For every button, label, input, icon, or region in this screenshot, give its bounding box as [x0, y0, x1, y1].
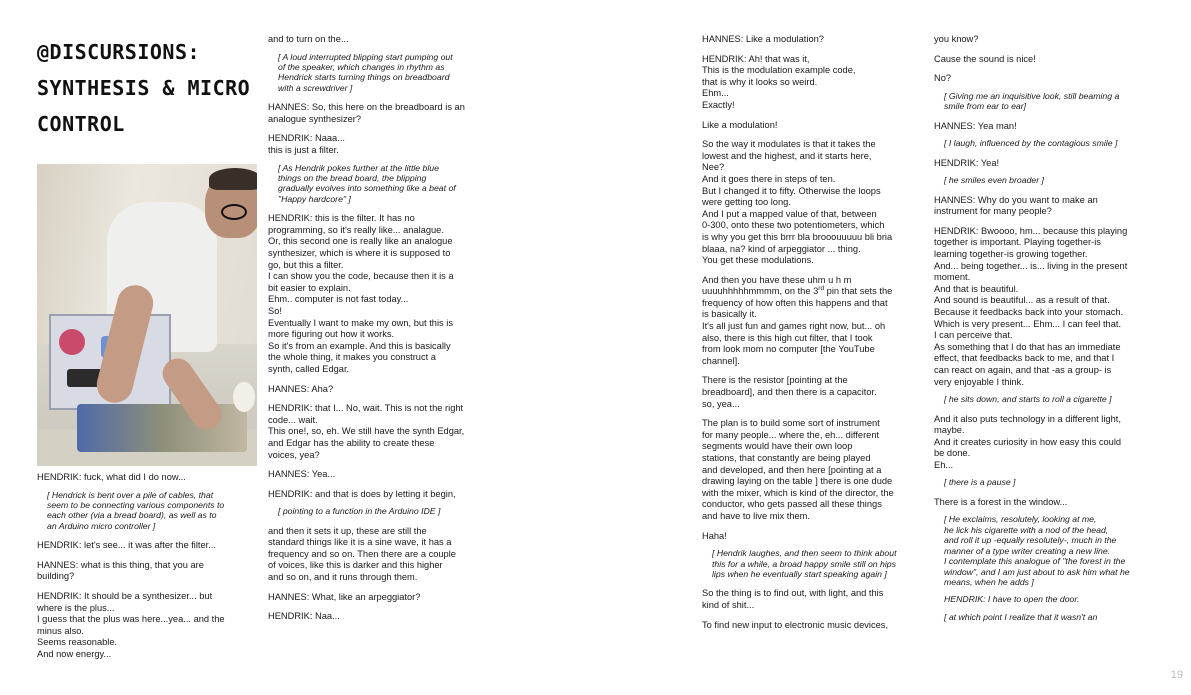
dialogue-line: Cause the sound is nice!	[934, 53, 1036, 64]
dialogue-line: No?	[934, 73, 952, 84]
dialogue-line: HANNES: So, this here on the breadboard is an analogue synthesizer?	[268, 102, 465, 124]
dialogue-line: HENDRIK: Bwoooo, hm... because this playing together is important. Playing together-is learning together-is growing together. And... being together... is... living in the present moment. And that is beautiful. And sound is beautiful... as a result of that. Because it feedbacks back into your stomach. Which is very present... Ehm... I can feel that. I can perceive that. As something that I do that has an immediate effect, that feedbacks back to me, and that I can react on again, and that -as a group- is very enjoyable I think.	[934, 225, 1128, 387]
dialogue-line: The plan is to build some sort of instrument for many people... where the, eh... different segments would have their own loop stations, that constantly are being played and developed, and then here [pointing at a drawing laying on the table ] there is one dude with the mixer, which is kind of the director, the conductor, who gets passed all these things and have to live mix them.	[702, 418, 894, 521]
stage-direction: [ at which point I realize that it wasn't an	[944, 611, 1098, 622]
stage-direction: [ he sits down, and starts to roll a cigarette ]	[944, 394, 1112, 405]
stage-direction: [ pointing to a function in the Arduino IDE ]	[278, 506, 441, 517]
dialogue-line: HENDRIK: and that is does by letting it begin,	[268, 488, 456, 499]
stage-direction: [ Hendrik laughes, and then seem to think about this for a while, a broad happy smile still on hips lips when he eventually start speaking again ]	[712, 548, 897, 579]
dialogue-line: So the thing is to find out, with light, and this kind of shit...	[702, 588, 884, 610]
dialogue-line: HENDRIK: Ah! that was it, This is the modulation example code, that is why it looks so weird. Ehm... Exactly!	[702, 53, 856, 110]
stage-direction: [ Giving me an inquisitive look, still beaming a smile from ear to ear]	[944, 90, 1120, 112]
dialogue-line: Haha!	[702, 530, 727, 541]
dialogue-line: And then you have these uhm u h m uuuuhhhhhmmmm, on the 3rd pin that sets the frequency of how often this happens and that is basically it. It's all just fun and games right now, but... oh also, there is this high cut filter, that I took from look mom no computer [the YouTube channel].	[702, 274, 893, 366]
dialogue-line: HENDRIK: Yea!	[934, 157, 1000, 168]
article-title	[37, 34, 257, 142]
dialogue-line: HANNES: Aha?	[268, 383, 334, 394]
stage-direction: [ Hendrick is bent over a pile of cables, that seem to be connecting various components to each other (via a bread board), as well as to an Arduino micro controller ]	[47, 489, 225, 531]
column-4	[934, 34, 1156, 631]
stage-direction: [ there is a pause ]	[944, 477, 1016, 488]
dialogue-line: HANNES: What, like an arpeggiator?	[268, 591, 421, 602]
title-line: CONTROL	[37, 112, 125, 136]
dialogue-line: So the way it modulates is that it takes the lowest and the highest, and it starts here, Nee? And it goes there in steps of ten. But I changed it to fifty. Otherwise the loops were getting too long. And I put a mapped value of that, between 0-300, onto these two potentiometers, which is why you get this brrr bla brooouuuuu bli bria blaaa, na? kind of arpeggiator ... thing. You get these modulations.	[702, 139, 893, 266]
title-line: @DISCURSIONS:	[37, 40, 201, 64]
photo	[37, 164, 257, 466]
dialogue-line: Like a modulation!	[702, 119, 778, 130]
column-3	[702, 34, 924, 639]
title-line: SYNTHESIS & MICRO	[37, 76, 251, 100]
dialogue-line: HANNES: what is this thing, that you are building?	[37, 559, 204, 582]
dialogue-line: HENDRIK: that I... No, wait. This is not the right code... wait. This one!, so, eh. We still have the synth Edgar, and Edgar has the ability to create these voices, yea?	[268, 403, 465, 460]
stage-direction: HENDRIK: I have to open the door.	[944, 594, 1080, 605]
dialogue-line: There is a forest in the window...	[934, 496, 1068, 507]
stage-direction: [ He exclaims, resolutely, looking at me, he lick his cigarette with a nod of the head, and roll it up -equally resolutely-, much in the manner of a type writer creating a new line. I contemplate this analogue of "the forest in the window", and I am just about to ask him what he means, when he adds ]	[944, 514, 1130, 587]
page-number: 19	[1170, 669, 1183, 681]
stage-direction: [ I laugh, influenced by the contagious smile ]	[944, 138, 1118, 149]
dialogue-line: HANNES: Yea man!	[934, 120, 1017, 131]
stage-direction: [ he smiles even broader ]	[944, 175, 1044, 186]
dialogue-line: and then it sets it up, these are still the standard things like it is a sine wave, it has a frequency and so on. Then there are a couple of voices, like this is darker and this higher and so on, and it runs through them.	[268, 525, 456, 583]
dialogue-line: you know?	[934, 34, 979, 44]
dialogue-line: HANNES: Like a modulation?	[702, 34, 824, 44]
dialogue-line: HENDRIK: this is the filter. It has no programming, so it's really like... analague. Or, this second one is really like an analogue synthesizer, which is where it is supposed to go, but this a filter. I can show you the code, because then it is a bit easier to explain. Ehm.. computer is not fast today... So! Eventually I want to make my own, but this is more figuring out how it works. So it's from an example. And this is basically the whole thing, it makes you construct a synth, called Edgar.	[268, 213, 454, 374]
stage-direction: [ A loud interrupted blipping start pumping out of the speaker, which changes in rhythm as Hendrick starts turning things on breadboard with a screwdriver ]	[278, 51, 453, 93]
dialogue-line: and to turn on the...	[268, 34, 349, 44]
dialogue-line: To find new input to electronic music devices,	[702, 619, 889, 630]
dialogue-line: And it also puts technology in a different light, maybe. And it creates curiosity in how easy this could be done. Eh...	[934, 413, 1122, 470]
column-1	[37, 34, 257, 669]
dialogue-line: HANNES: Why do you want to make an instrument for many people?	[934, 194, 1098, 217]
stage-direction: [ As Hendrik pokes further at the little blue things on the bread board, the blipping gradually evolves into something like a beat of "Happy hardcore" ]	[278, 162, 456, 204]
dialogue-line: There is the resistor [pointing at the breadboard], and then there is a capacitor. so, yea...	[702, 375, 877, 409]
dialogue-line: HENDRIK: Naa...	[268, 611, 340, 622]
dialogue-line: HENDRIK: Naaa... this is just a filter.	[268, 133, 345, 155]
dialogue-line: HENDRIK: let's see... it was after the filter...	[37, 540, 216, 551]
dialogue-line: HENDRIK: fuck, what did I do now...	[37, 472, 186, 482]
dialogue-line: HENDRIK: It should be a synthesizer... but where is the plus... I guess that the plus was here...yea... and the minus also. Seems reasonable. And now energy...	[37, 591, 225, 659]
dialogue-line: HANNES: Yea...	[268, 469, 336, 480]
column-2	[268, 34, 490, 631]
